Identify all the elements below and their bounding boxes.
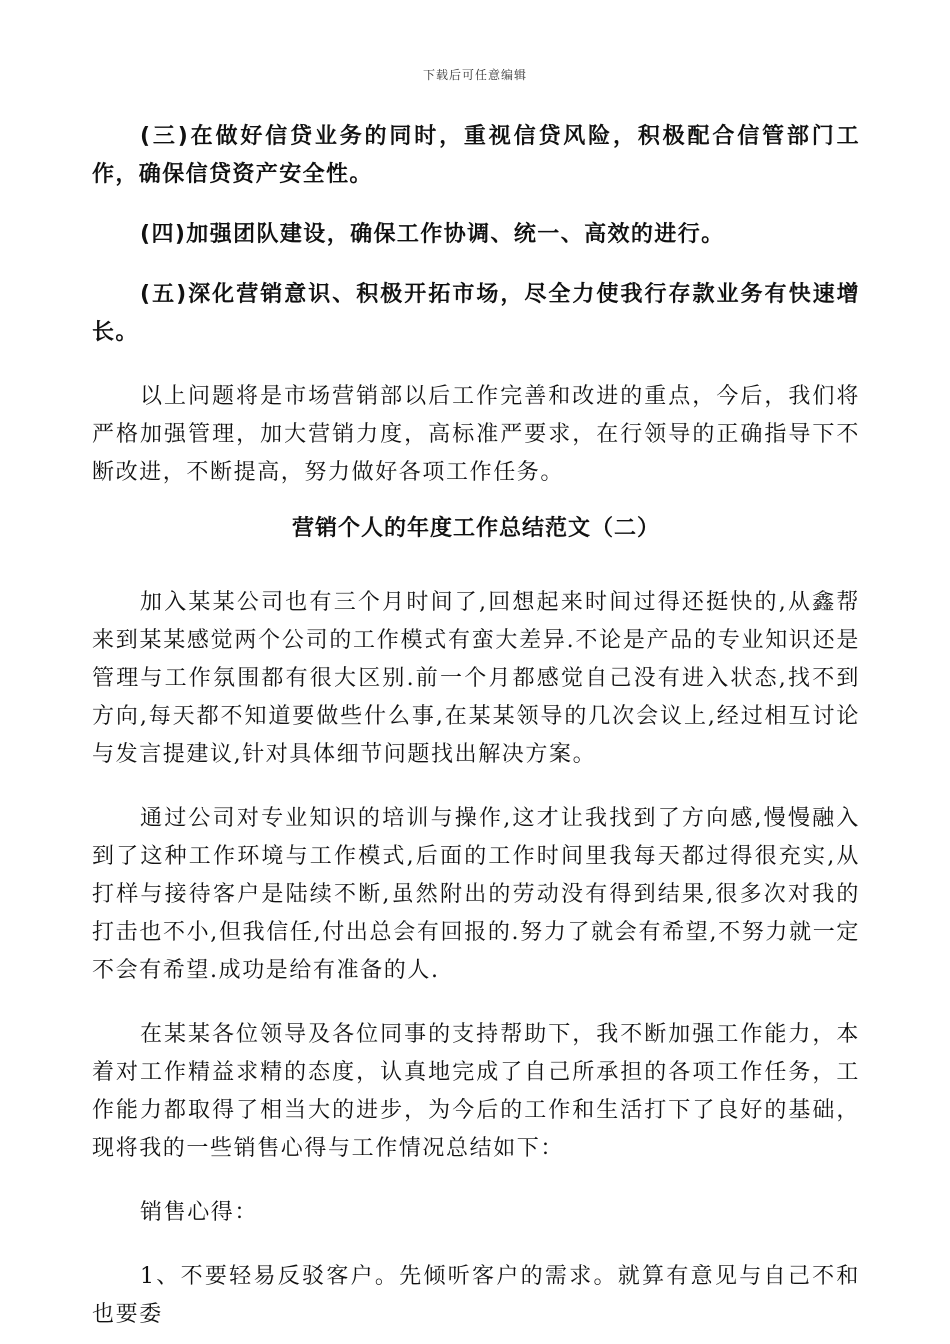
insight-item-1: 1、不要轻易反驳客户。先倾听客户的需求。就算有意见与自己不和也要委 bbox=[92, 1264, 860, 1327]
body-paragraph-3: 在某某各位领导及各位同事的支持帮助下，我不断加强工作能力，本着对工作精益求精的态度，认真地完成了自己所承担的各项工作任务，工作能力都取得了相当大的进步，为今后的工作和生活打下了良好的基础，现将我的一些销售心得与工作情况总结如下： bbox=[92, 1022, 860, 1161]
document-body bbox=[92, 118, 860, 1334]
page-header: 下载后可任意编辑 bbox=[422, 68, 527, 82]
section-title: 营销个人的年度工作总结范文（二） bbox=[291, 516, 660, 541]
list-item-5: (五)深化营销意识、积极开拓市场，尽全力使我行存款业务有快速增长。 bbox=[92, 282, 860, 345]
body-paragraph-2: 通过公司对专业知识的培训与操作,这才让我找到了方向感,慢慢融入到了这种工作环境与工作模式,后面的工作时间里我每天都过得很充实,从打样与接待客户是陆续不断,虽然附出的劳动没有得到结果,很多次对我的打击也不小,但我信任,付出总会有回报的.努力了就会有希望,不努力就一定不会有希望.成功是给有准备的人. bbox=[92, 806, 860, 983]
list-item-3: (三)在做好信贷业务的同时，重视信贷风险，积极配合信管部门工作，确保信贷资产安全性。 bbox=[92, 124, 860, 187]
list-item-4: (四)加强团队建设，确保工作协调、统一、高效的进行。 bbox=[140, 222, 725, 247]
body-paragraph-1: 加入某某公司也有三个月时间了,回想起来时间过得还挺快的,从鑫帮来到某某感觉两个公司的工作模式有蛮大差异.不论是产品的专业知识还是管理与工作氛围都有很大区别.前一个月都感觉自己没有进入状态,找不到方向,每天都不知道要做些什么事,在某某领导的几次会议上,经过相互讨论与发言提建议,针对具体细节问题找出解决方案。 bbox=[92, 590, 860, 767]
sales-insights-heading: 销售心得： bbox=[140, 1200, 259, 1225]
closing-paragraph: 以上问题将是市场营销部以后工作完善和改进的重点，今后，我们将严格加强管理，加大营销力度，高标准严要求，在行领导的正确指导下不断改进，不断提高，努力做好各项工作任务。 bbox=[92, 384, 860, 485]
